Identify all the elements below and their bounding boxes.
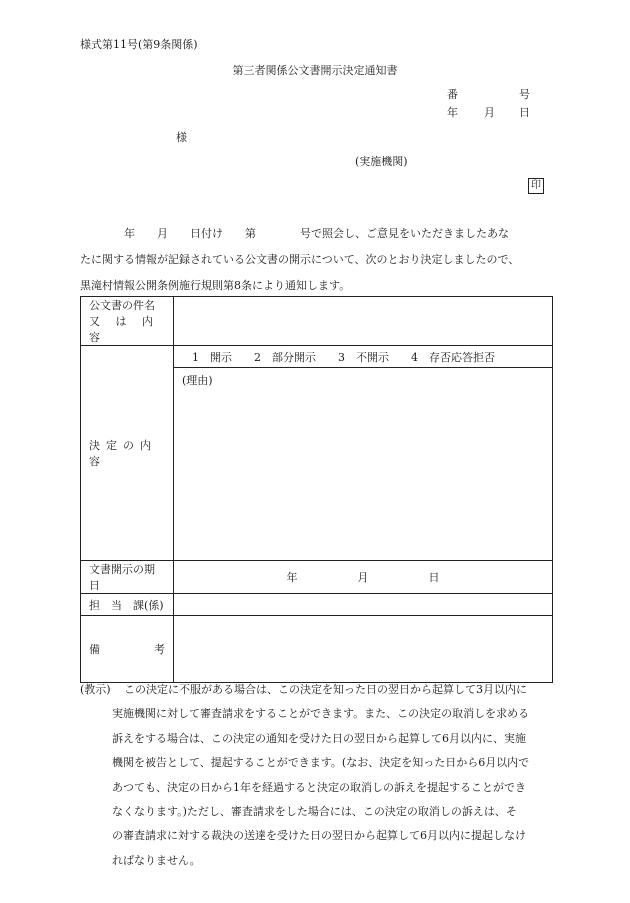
notice-line-2: 実施機関に対して審査請求をすることができます。また、この決定の取消しを求める <box>112 707 530 721</box>
document-title: 第三者関係公文書開示決定通知書 <box>232 64 398 77</box>
choice-nondisclose[interactable]: 3 不開示 <box>338 350 389 364</box>
deadline-label: 文書開示の期日 <box>81 561 174 594</box>
choices-row <box>81 346 553 368</box>
notice-line-1: この決定に不服がある場合は、この決定を知った日の翌日から起算して3月以内に <box>124 683 527 696</box>
decision-label-text: 決定の内容 <box>89 439 157 468</box>
reason-label: (理由) <box>182 374 213 387</box>
number-label: 番 <box>447 88 458 101</box>
section-label: 担 当 課(係) <box>81 594 174 616</box>
remarks-label-a: 備 <box>89 643 100 656</box>
form-number: 様式第11号(第9条関係) <box>80 38 198 51</box>
notice-line-6: なくなります。)ただし、審査請求をした場合には、この決定の取消しの訴えは、そ <box>112 805 517 818</box>
deadline-field[interactable] <box>174 561 553 594</box>
body-line-2: たに関する情報が記録されている公文書の開示について、次のとおり決定しましたので、 <box>80 253 520 266</box>
choice-refuse[interactable]: 4 存否応答拒否 <box>411 350 495 364</box>
decision-choices <box>174 346 553 368</box>
body-line-3: 黒滝村情報公開条例施行規則第8条により通知します。 <box>80 279 351 292</box>
notice-line-3: 訴えをする場合は、この決定の通知を受けた日の翌日から起算して6月以内に、実施 <box>112 731 526 745</box>
seal-mark: 印 <box>528 178 544 194</box>
subject-label <box>81 297 174 346</box>
section-field[interactable] <box>174 594 553 616</box>
agency-label: (実施機関) <box>355 155 408 168</box>
subject-label-b: 又 は 内 容 <box>89 315 159 344</box>
deadline-year: 年 <box>286 571 298 584</box>
deadline-month: 月 <box>357 571 369 584</box>
addressee-suffix: 様 <box>176 131 187 144</box>
remarks-field[interactable] <box>174 616 553 683</box>
remarks-row <box>81 616 553 683</box>
notice-prefix: (教示) <box>80 683 111 696</box>
subject-row <box>81 297 553 346</box>
subject-label-a: 公文書の件名 <box>89 299 155 312</box>
notice-line-4: 機関を被告として、提起することができます。(なお、決定を知った日から6月以内で <box>112 756 530 770</box>
notice-line-5: あつても、決定の日から1年を経過すると決定の取消しの訴えを提起することができ <box>112 780 526 794</box>
decision-table <box>80 296 553 683</box>
notice-line-7: の審査請求に対する裁決の送達を受けた日の翌日から起算して6月以内に提起しなけ <box>112 829 526 843</box>
remarks-label <box>81 616 174 683</box>
body-line-1: 年 月 日付け 第 号で照会し、ご意見をいただきましたあな <box>124 227 509 240</box>
remarks-label-b: 考 <box>154 643 165 656</box>
notice-line-8: ればなりません。 <box>112 853 201 867</box>
deadline-day: 日 <box>428 571 440 584</box>
number-suffix: 号 <box>519 88 530 101</box>
date-day-label: 日 <box>519 106 530 119</box>
reason-field[interactable] <box>174 368 553 561</box>
choice-disclose[interactable]: 1 開示 <box>192 350 232 364</box>
deadline-row <box>81 561 553 594</box>
date-month-label: 月 <box>484 106 495 119</box>
choice-partial[interactable]: 2 部分開示 <box>254 350 316 364</box>
date-year-label: 年 <box>447 106 458 119</box>
subject-field[interactable] <box>174 297 553 346</box>
decision-label <box>81 346 174 561</box>
section-row <box>81 594 553 616</box>
